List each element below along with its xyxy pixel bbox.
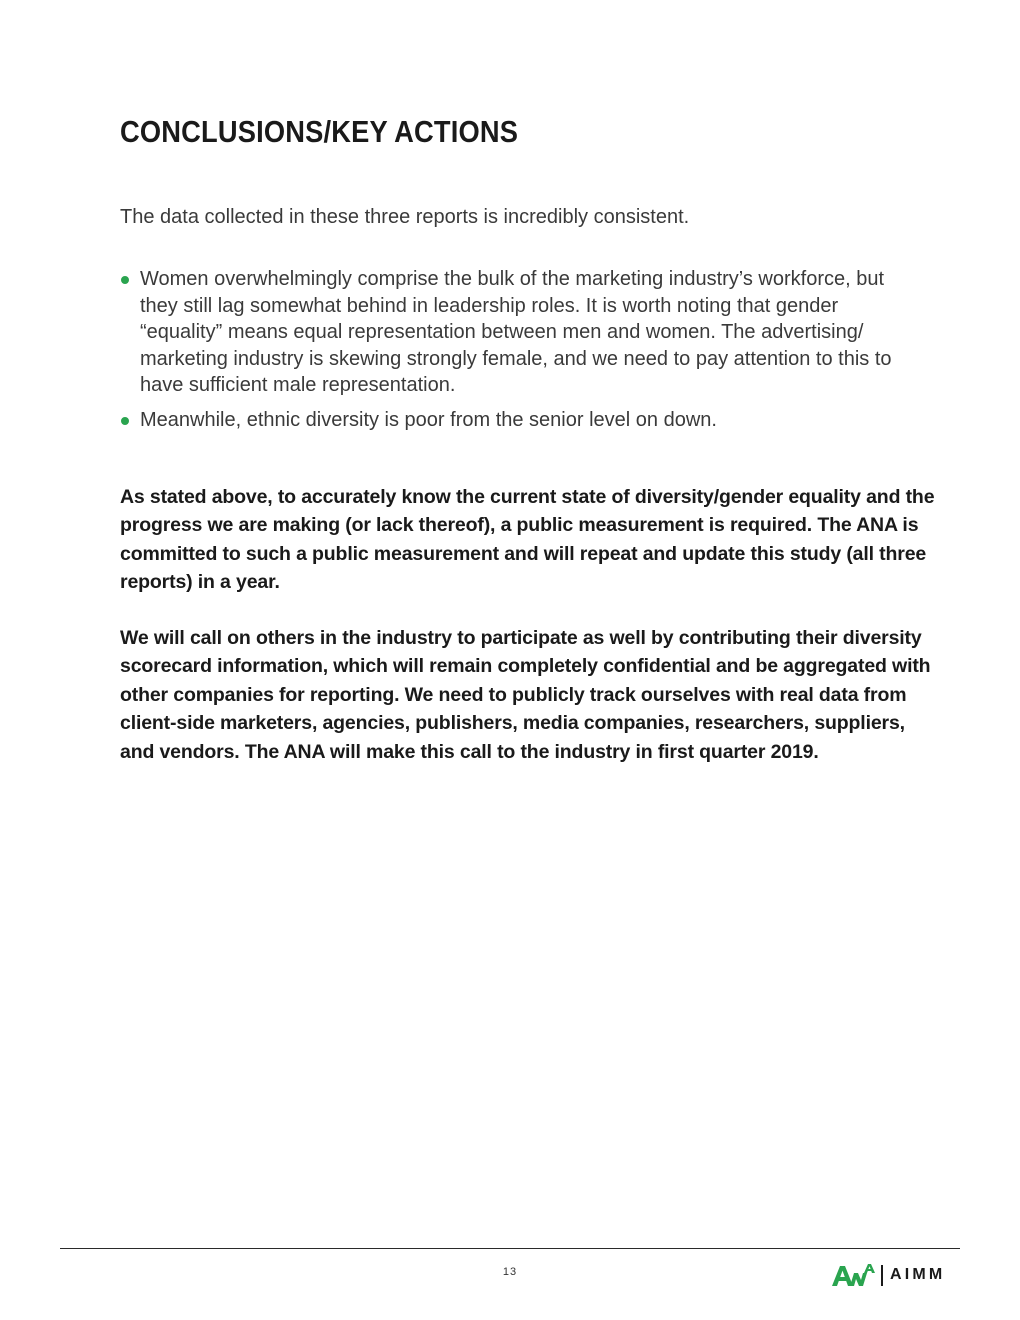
- bullet-dot-icon: [121, 417, 129, 425]
- bullet-item: [120, 407, 920, 434]
- bullet-text: Women overwhelmingly comprise the bulk of the marketing industry’s workforce, but they still lag somewhat behind in leadership roles. It is worth noting that gender “equality” means equal representation between men and women. The advertising/ marketing industry is skewing strongly female, and we need to pay attention to this to have sufficient male representation.: [140, 268, 892, 397]
- logo-divider: [881, 1265, 883, 1286]
- ana-logo-icon: [832, 1262, 876, 1288]
- bullet-list: [120, 266, 920, 442]
- bullet-text: Meanwhile, ethnic diversity is poor from the senior level on down.: [140, 408, 717, 431]
- footer-divider: [60, 1248, 960, 1249]
- page-number: 13: [502, 1266, 518, 1278]
- bullet-dot-icon: [121, 276, 129, 284]
- page-heading: CONCLUSIONS/KEY ACTIONS: [120, 114, 519, 149]
- ana-aimm-logo: [832, 1262, 956, 1288]
- bullet-item: [120, 266, 920, 399]
- call-to-industry-paragraph: We will call on others in the industry to participate as well by contributing their diversity scorecard information, which will remain completely confidential and be aggregated with other companies for reporting. We need to publicly track ourselves with real data from client-side marketers, agencies, publishers, media companies, researchers, suppliers, and vendors. The ANA will make this call to the industry in first quarter 2019.: [120, 627, 931, 763]
- commitment-paragraph: As stated above, to accurately know the current state of diversity/gender equality and the progress we are making (or lack thereof), a public measurement is required. The ANA is committed to such a public measurement and will repeat and update this study (all three reports) in a year.: [120, 486, 935, 594]
- intro-text: The data collected in these three reports is incredibly consistent.: [120, 206, 690, 228]
- aimm-logo-text: AIMM: [890, 1266, 946, 1283]
